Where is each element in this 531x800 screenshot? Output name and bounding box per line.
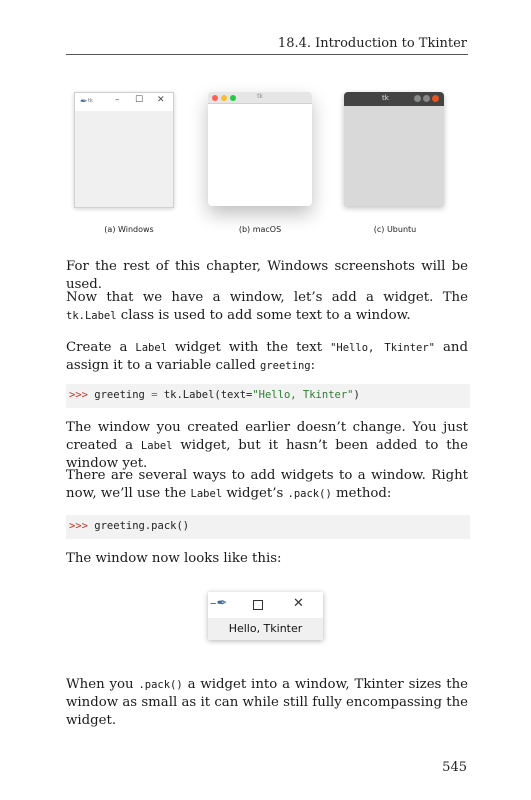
- maximize-icon: ☐: [135, 95, 144, 105]
- minimize-icon: –: [115, 95, 120, 105]
- paragraph: [66, 289, 468, 325]
- code-token: tk.Label(text=: [157, 389, 253, 401]
- maximize-icon: [253, 600, 263, 610]
- text-run: When you: [66, 677, 139, 692]
- inline-code: Label: [190, 488, 223, 500]
- inline-code: .pack(): [287, 488, 332, 500]
- paragraph: [66, 467, 468, 503]
- page-number: 545: [442, 760, 467, 775]
- code-string: "Hello, Tkinter": [252, 389, 354, 401]
- code-block: [66, 515, 470, 539]
- header-rule: [66, 54, 468, 55]
- minimize-icon: [414, 95, 421, 102]
- caption-macos: (b) macOS: [238, 225, 282, 234]
- text-run: class is used to add some text to a window.: [116, 308, 411, 323]
- paragraph: The window now looks like this:: [66, 551, 282, 566]
- code-token: =: [151, 389, 158, 401]
- window-title: tk: [382, 94, 389, 102]
- ubuntu-tk-window: [344, 92, 444, 206]
- greeting-label: Hello, Tkinter: [228, 622, 303, 635]
- text-run: widget, but it hasn’t been added to the window yet.: [66, 438, 468, 471]
- close-icon: ✕: [293, 596, 304, 611]
- close-icon: [432, 95, 439, 102]
- code-token: ): [353, 389, 360, 401]
- feather-icon: –✒: [210, 596, 228, 611]
- minimize-icon: –: [210, 596, 217, 611]
- code-prompt: >>>: [69, 389, 88, 401]
- paragraph: For the rest of this chapter, Windows screenshots will be used.: [66, 259, 468, 292]
- inline-code: Label: [140, 440, 173, 452]
- inline-code: "Hello, Tkinter": [330, 342, 435, 354]
- windows-tk-window: [74, 92, 174, 208]
- text-run: Now that we have a window, let’s add a widget. The: [66, 290, 468, 305]
- text-run: a widget into a window, Tkinter sizes the window as small as it can while still fully encompassing the widget.: [66, 677, 469, 728]
- text-run: widget with the text: [167, 340, 331, 355]
- feather-icon: ✒: [80, 97, 88, 107]
- text-run: widget’s: [222, 486, 288, 501]
- macos-tk-window: [208, 92, 312, 206]
- text-run: Create a: [66, 340, 136, 355]
- text-run: method:: [331, 486, 392, 501]
- running-header: 18.4. Introduction to Tkinter: [277, 36, 467, 51]
- close-icon: ✕: [157, 95, 165, 105]
- paragraph: [66, 419, 468, 473]
- hello-tkinter-window: [208, 592, 323, 640]
- code-prompt: >>>: [69, 520, 88, 532]
- inline-code: tk.Label: [66, 310, 117, 322]
- paragraph: [66, 339, 468, 375]
- inline-code: Label: [135, 342, 168, 354]
- code-token: greeting.pack(): [87, 520, 190, 532]
- caption-windows: (a) Windows: [104, 225, 154, 234]
- text-run: The window you created earlier doesn’t change. You just created a: [66, 420, 468, 453]
- caption-ubuntu: (c) Ubuntu: [373, 225, 417, 234]
- window-title: tk: [257, 93, 263, 100]
- code-token: greeting: [87, 389, 152, 401]
- text-run: There are several ways to add widgets to a window. Right now, we’ll use the: [66, 468, 468, 501]
- text-run: :: [310, 358, 316, 373]
- window-title: tk: [88, 98, 93, 104]
- text-run: and assign it to a variable called: [66, 340, 468, 373]
- code-block: [66, 384, 470, 408]
- inline-code: greeting: [260, 360, 311, 372]
- maximize-icon: [423, 95, 430, 102]
- paragraph: [66, 676, 468, 730]
- inline-code: .pack(): [138, 679, 183, 691]
